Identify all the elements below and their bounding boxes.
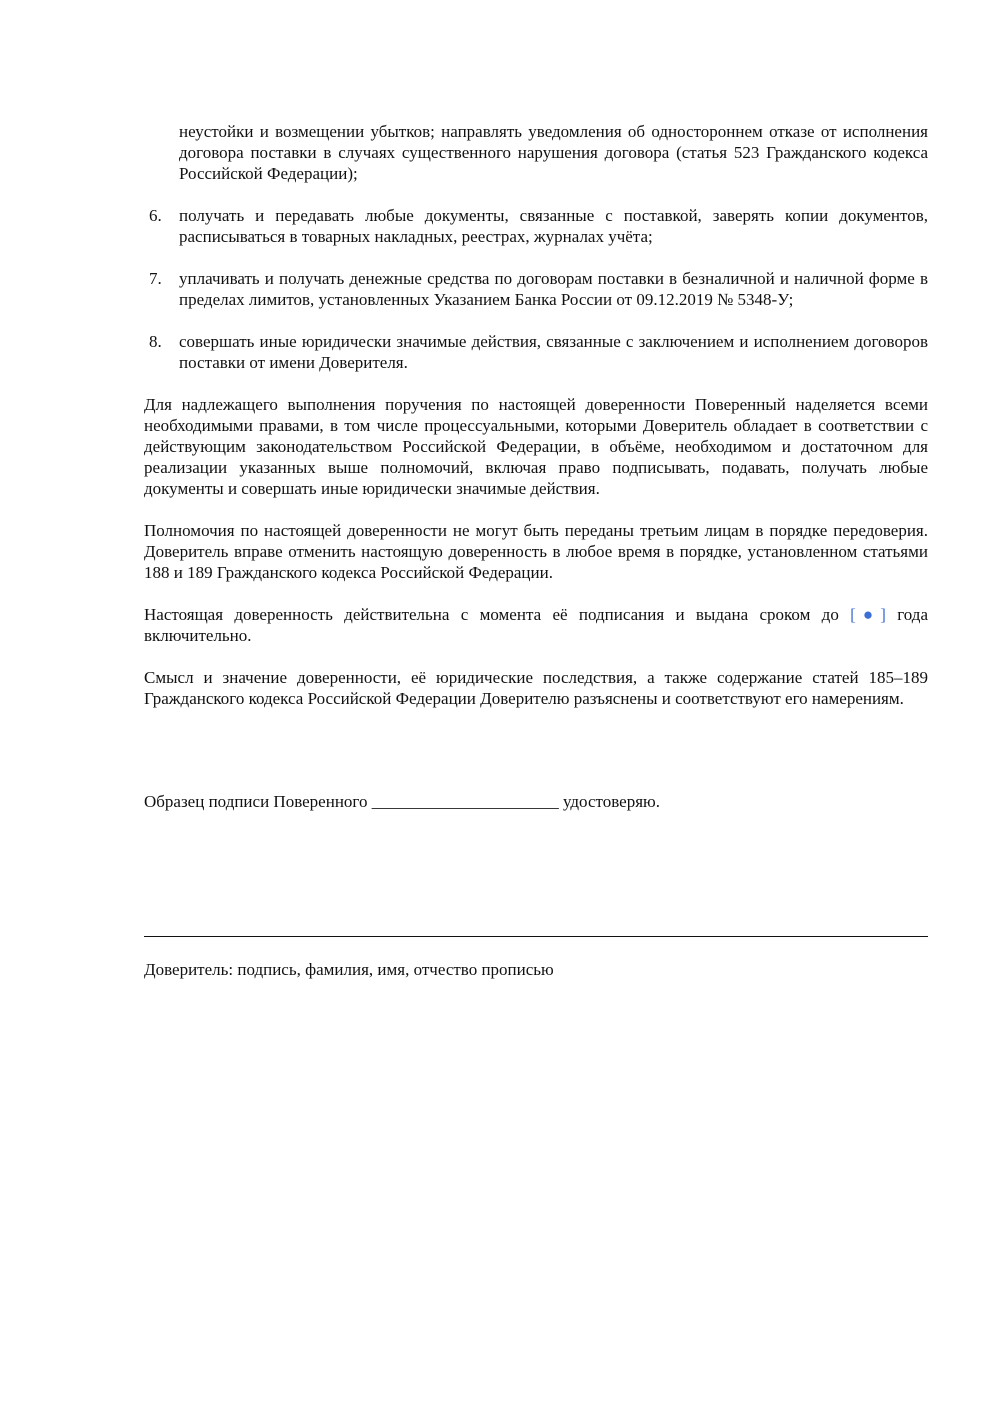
validity-text-start: Настоящая доверенность действительна с момента её подписания и выдана сроком до	[144, 605, 851, 624]
signature-sample-suffix: удостоверяю.	[562, 792, 660, 811]
principal-signature-caption: Доверитель: подпись, фамилия, имя, отчество прописью	[144, 960, 554, 979]
validity-text-end: года включительно.	[144, 605, 928, 645]
document-body	[144, 121, 928, 709]
signature-sample-blank[interactable]: ______________________	[371, 792, 559, 811]
meaning-paragraph: Смысл и значение доверенности, её юридические последствия, а также содержание статей 185–189 Гражданского кодекса Российской Федерации Доверителю разъяснены и соответствуют его намерениям.	[144, 668, 928, 708]
signature-sample-label: Образец подписи Поверенного	[144, 792, 368, 811]
list-item-6	[144, 205, 928, 247]
list-item-text: совершать иные юридически значимые действия, связанные с заключением и исполнением договоров поставки от имени Доверителя.	[179, 332, 928, 372]
list-item-number: 7.	[149, 269, 162, 288]
list-item-number: 6.	[149, 206, 162, 225]
rights-paragraph: Для надлежащего выполнения поручения по настоящей доверенности Поверенный наделяется всеми необходимыми правами, в том числе процессуальными, которыми Доверитель обладает в соответствии с действующим законодательством Российской Федерации, в объёме, необходимом и достаточном для реализации указанных выше полномочий, включая право подписывать, подавать, получать любые документы и совершать иные юридически значимые действия.	[144, 395, 928, 498]
transfer-paragraph: Полномочия по настоящей доверенности не могут быть переданы третьим лицам в порядке передоверия. Доверитель вправе отменить настоящую доверенность в любое время в порядке, установленном статьями 188 и 189 Гражданского кодекса Российской Федерации.	[144, 521, 928, 582]
item-5-continuation: неустойки и возмещении убытков; направлять уведомления об одностороннем отказе от исполнения договора поставки в случаях существенного нарушения договора (статья 523 Гражданского кодекса Российской Федерации);	[179, 122, 928, 183]
list-item-number: 8.	[149, 332, 162, 351]
list-item-text: уплачивать и получать денежные средства по договорам поставки в безналичной и наличной форме в пределах лимитов, установленных Указанием Банка России от 09.12.2019 № 5348-У;	[179, 269, 928, 309]
principal-signature-line[interactable]	[144, 936, 928, 937]
signature-sample-line	[144, 791, 928, 812]
list-item-8	[144, 331, 928, 373]
validity-paragraph	[144, 604, 928, 646]
validity-date-placeholder[interactable]: [●]	[850, 605, 886, 624]
list-item-7	[144, 268, 928, 310]
list-item-text: получать и передавать любые документы, связанные с поставкой, заверять копии документов, расписываться в товарных накладных, реестрах, журналах учёта;	[179, 206, 928, 246]
